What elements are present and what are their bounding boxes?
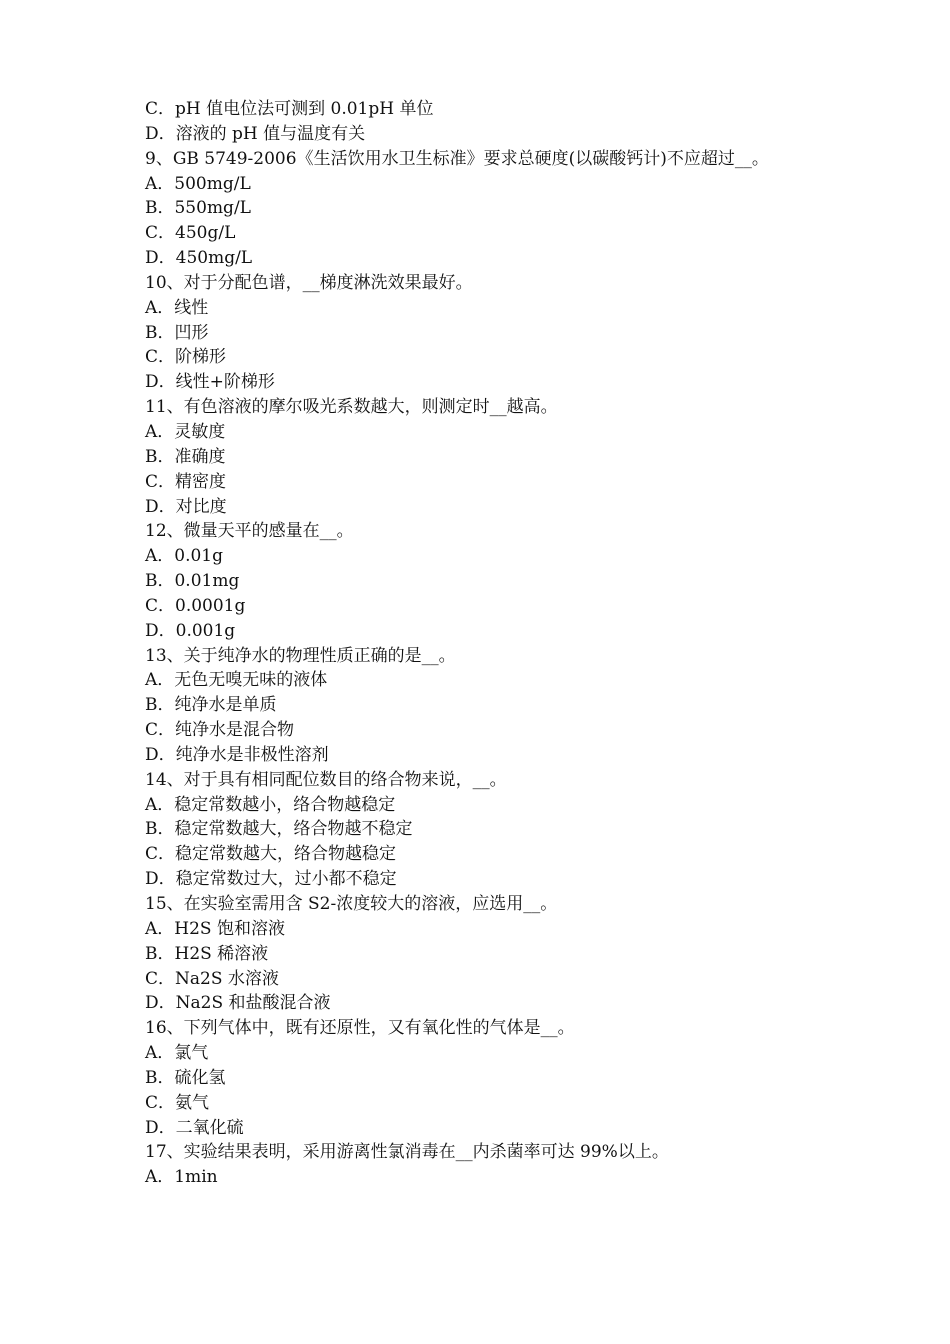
question-16: 16、下列气体中，既有还原性，又有氧化性的气体是__。 [145,1018,575,1039]
option-line: D．0.001g [145,620,236,641]
option-line: C．稳定常数越大，络合物越稳定 [145,844,397,865]
question-17: 17、实验结果表明，采用游离性氯消毒在__内杀菌率可达 99%以上。 [145,1142,669,1163]
option-line: B．0.01mg [145,571,240,592]
text-line: C．pH 值电位法可测到 0.01pH 单位 [145,99,434,119]
question-11: 11、有色溶液的摩尔吸光系数越大，则测定时__越高。 [145,397,558,418]
option-line: B．纯净水是单质 [145,695,277,716]
question-14: 14、对于具有相同配位数目的络合物来说，__。 [145,769,507,790]
option-line: C．0.0001g [145,595,246,616]
option-line: D．对比度 [145,496,227,517]
option-line: D．Na2S 和盐酸混合液 [145,993,331,1014]
option-line: C．氨气 [145,1092,210,1113]
option-line: D．线性+阶梯形 [145,372,275,393]
option-line: C．精密度 [145,471,227,492]
option-line: D．稳定常数过大，过小都不稳定 [145,869,397,890]
option-line: B．凹形 [145,322,209,343]
option-line: A．稳定常数越小，络合物越稳定 [145,794,396,815]
option-line: C．450g/L [145,223,236,244]
option-line: D．450mg/L [145,248,253,269]
option-line: B．准确度 [145,446,226,467]
question-10: 10、对于分配色谱，__梯度淋洗效果最好。 [145,272,473,293]
option-line: A．1min [145,1167,218,1188]
option-line: A．0.01g [145,546,224,567]
question-13: 13、关于纯净水的物理性质正确的是__。 [145,645,456,666]
option-line: B．硫化氢 [145,1067,226,1088]
option-line: A．灵敏度 [145,421,226,442]
option-line: C．阶梯形 [145,347,227,368]
question-9: 9、GB 5749-2006《生活饮用水卫生标准》要求总硬度(以碳酸钙计)不应超过__。 [145,148,769,169]
option-line: B．550mg/L [145,198,251,219]
text-line: D．溶液的 pH 值与温度有关 [145,123,366,144]
option-line: B．H2S 稀溶液 [145,943,269,964]
option-line: A．500mg/L [145,173,251,194]
question-12: 12、微量天平的感量在__。 [145,521,354,542]
option-line: A．无色无嗅无味的液体 [145,670,328,691]
question-15: 15、在实验室需用含 S2-浓度较大的溶液，应选用__。 [145,894,558,914]
document-page [145,97,845,1190]
option-line: A．氯气 [145,1043,209,1064]
option-line: D．纯净水是非极性溶剂 [145,744,329,765]
option-line: B．稳定常数越大，络合物越不稳定 [145,819,413,840]
option-line: D．二氧化硫 [145,1117,244,1138]
option-line: A．线性 [145,297,209,318]
option-line: A．H2S 饱和溶液 [145,918,285,939]
option-line: C．Na2S 水溶液 [145,968,279,989]
option-line: C．纯净水是混合物 [145,720,295,741]
